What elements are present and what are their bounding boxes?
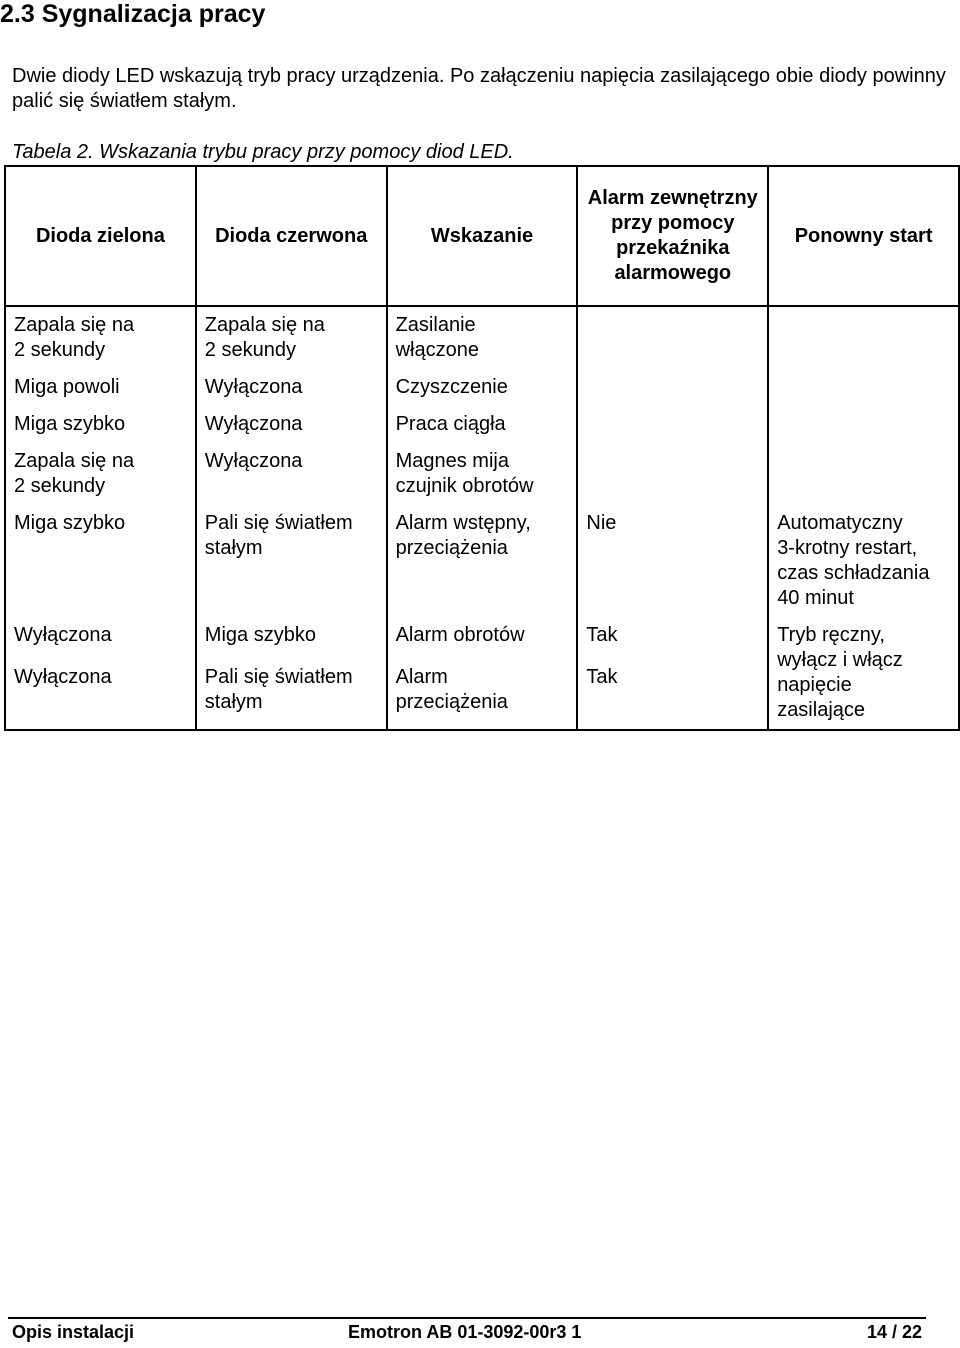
header-green-led: Dioda zielona [5, 166, 196, 306]
cell-restart: Tryb ręczny, wyłącz i włącz napięcie zasilające [768, 617, 959, 730]
table-header-row [5, 166, 959, 306]
cell-restart [768, 306, 959, 369]
footer-document-title: Opis instalacji [12, 1322, 135, 1342]
cell-green-led: Wyłączona [14, 624, 112, 646]
cell-external-alarm: Nie [577, 505, 768, 617]
cell-indication: Alarm wstępny, przeciążenia [387, 505, 578, 617]
footer-page-number: 14 / 22 [866, 1322, 922, 1342]
table-row [5, 443, 959, 505]
header-external-alarm: Alarm zewnętrzny przy pomocy przekaźnika alarmowego [577, 166, 768, 306]
table-row [5, 406, 959, 443]
cell-green-led: Miga szybko [14, 512, 126, 534]
cell-indication: Czyszczenie [387, 369, 578, 406]
cell-green-led: Zapala się na 2 sekundy [14, 450, 135, 497]
cell-external-alarm [577, 443, 768, 505]
table-row [5, 369, 959, 406]
cell-external-alarm: Tak [577, 659, 768, 730]
led-indication-table [4, 165, 960, 731]
cell-restart: Automatyczny 3-krotny restart, czas schładzania 40 minut [768, 505, 959, 617]
table-row [5, 617, 959, 659]
cell-red-led: Wyłączona [196, 369, 387, 406]
cell-red-led: Wyłączona [196, 406, 387, 443]
section-title: 2.3 Sygnalizacja pracy [0, 0, 266, 28]
footer-divider [8, 1317, 926, 1319]
cell-red-led: Wyłączona [196, 443, 387, 505]
cell-red-led: Pali się światłem stałym [196, 505, 387, 617]
cell-green-led: Miga powoli [14, 376, 120, 398]
cell-restart [768, 406, 959, 443]
table-row [5, 306, 959, 369]
page-footer [12, 1322, 922, 1348]
cell-red-led: Zapala się na 2 sekundy [196, 306, 387, 369]
cell-indication: Alarm przeciążenia [387, 659, 578, 730]
header-indication: Wskazanie [387, 166, 578, 306]
cell-green-led: Miga szybko [14, 413, 126, 435]
cell-external-alarm [577, 306, 768, 369]
cell-green-led: Wyłączona [14, 665, 112, 688]
cell-external-alarm: Tak [577, 617, 768, 659]
cell-red-led: Miga szybko [196, 617, 387, 659]
table-caption: Tabela 2. Wskazania trybu pracy przy pomocy diod LED. [12, 141, 514, 163]
header-red-led: Dioda czerwona [196, 166, 387, 306]
cell-indication: Alarm obrotów [387, 617, 578, 659]
cell-restart [768, 369, 959, 406]
cell-indication: Zasilanie włączone [387, 306, 578, 369]
intro-paragraph: Dwie diody LED wskazują tryb pracy urządzenia. Po załączeniu napięcia zasilającego obie diody powinny palić się światłem stałym. [12, 65, 946, 112]
cell-indication: Magnes mija czujnik obrotów [387, 443, 578, 505]
cell-indication: Praca ciągła [387, 406, 578, 443]
cell-green-led: Zapala się na 2 sekundy [14, 314, 135, 361]
cell-external-alarm [577, 406, 768, 443]
cell-restart [768, 443, 959, 505]
cell-red-led: Pali się światłem stałym [196, 659, 387, 730]
cell-external-alarm [577, 369, 768, 406]
footer-document-id: Emotron AB 01-3092-00r3 1 [348, 1322, 582, 1342]
header-restart: Ponowny start [768, 166, 959, 306]
table-row [5, 505, 959, 617]
